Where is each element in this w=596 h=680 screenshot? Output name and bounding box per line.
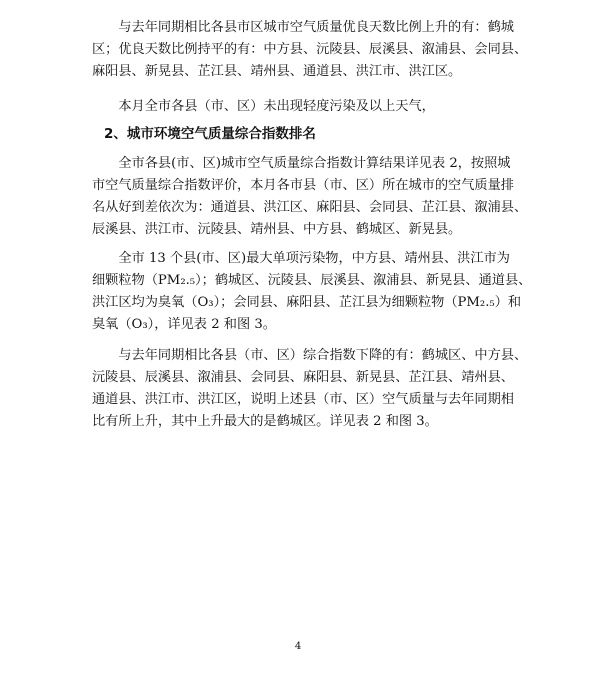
paragraph-index-comparison (92, 345, 528, 433)
paragraph-primary-pollutants (92, 248, 532, 336)
text-line: 与去年同期相比各县市区城市空气质量优良天数比例上升的有：鹤城 (92, 20, 514, 35)
text-line: 区；优良天数比例持平的有：中方县、沅陵县、辰溪县、溆浦县、会同县、 (92, 42, 528, 57)
text-line: 通道县、洪江市、洪江区，说明上述县（市、区）空气质量与去年同期相 (92, 392, 514, 407)
text-line: 与去年同期相比各县（市、区）综合指数下降的有：鹤城区、中方县、 (92, 348, 528, 363)
text-line: 名从好到差依次为：通道县、洪江区、麻阳县、会同县、芷江县、溆浦县、 (92, 200, 528, 215)
text-line: 洪江区均为臭氧（O₃）；会同县、麻阳县、芷江县为细颗粒物（PM₂.₅）和 (92, 295, 522, 310)
text-line: 麻阳县、新晃县、芷江县、靖州县、通道县、洪江市、洪江区。 (92, 64, 462, 79)
text-line: 市空气质量综合指数评价，本月各市县（市、区）所在城市的空气质量排 (92, 178, 514, 193)
section-heading: 2、城市环境空气质量综合指数排名 (104, 126, 316, 142)
paragraph-good-days-comparison (92, 17, 528, 83)
text-line: 全市各县(市、区)城市空气质量综合指数计算结果详见表 2，按照城 (92, 156, 511, 171)
paragraph-index-ranking (92, 153, 528, 241)
paragraph-no-pollution (92, 96, 512, 118)
text-line: 全市 13 个县(市、区)最大单项污染物，中方县、靖州县、洪江市为 (92, 251, 510, 266)
text-line: 本月全市各县（市、区）未出现轻度污染及以上天气， (92, 99, 435, 114)
text-line: 比有所上升，其中上升最大的是鹤城区。详见表 2 和图 3。 (92, 414, 438, 429)
text-line: 沅陵县、辰溪县、溆浦县、会同县、麻阳县、新晃县、芷江县、靖州县、 (92, 370, 514, 385)
text-line: 辰溪县、洪江市、沅陵县、靖州县、中方县、鹤城区、新晃县。 (92, 222, 462, 237)
text-line: 臭氧（O₃），详见表 2 和图 3。 (92, 317, 276, 332)
text-line: 细颗粒物（PM₂.₅）；鹤城区、沅陵县、辰溪县、溆浦县、新晃县、通道县、 (92, 273, 532, 288)
page-number: 4 (294, 641, 302, 652)
